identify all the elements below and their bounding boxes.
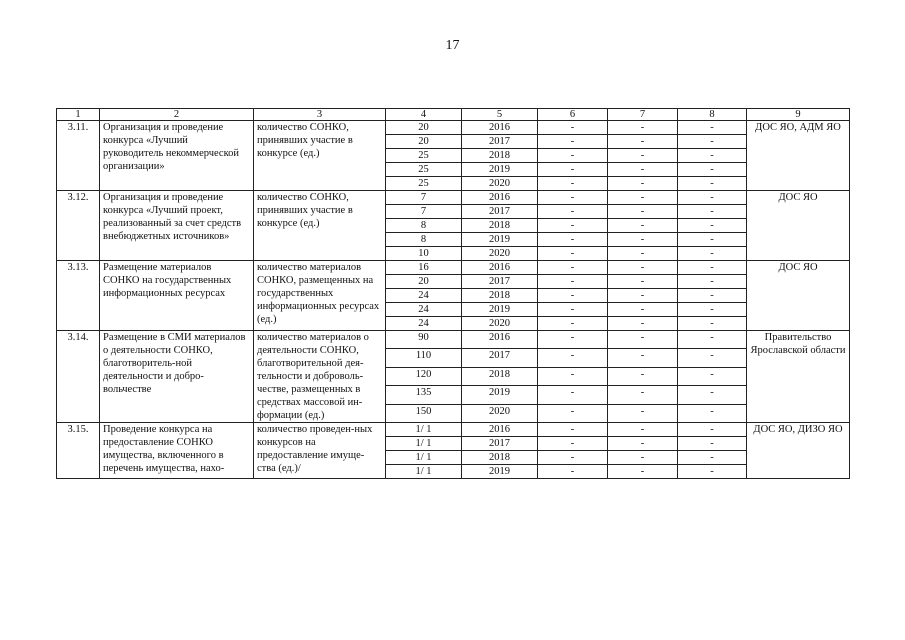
year-cell: 2018 [462,451,538,465]
column-8-cell: - [678,451,747,465]
column-6-cell: - [538,386,608,404]
column-7-cell: - [608,437,678,451]
activity-text: Проведение конкурса на предоставление СОНКО имущества, включенного в перечень имущества, нахо- [100,423,254,479]
year-cell: 2016 [462,191,538,205]
indicator-text: количество СОНКО, принявших участие в конкурсе (ед.) [254,191,386,261]
column-8-cell: - [678,331,747,349]
year-cell: 2019 [462,303,538,317]
year-cell: 2016 [462,121,538,135]
column-7-cell: - [608,247,678,261]
activity-text: Размещение в СМИ материалов о деятельности СОНКО, благотворитель-ной деятельности и добро-вольчестве [100,331,254,423]
column-8-cell: - [678,247,747,261]
column-6-cell: - [538,191,608,205]
year-cell: 2018 [462,219,538,233]
column-8-cell: - [678,465,747,479]
year-cell: 2017 [462,205,538,219]
responsible-executor: ДОС ЯО, ДИЗО ЯО [747,423,850,479]
table-row [57,191,850,205]
year-cell: 2018 [462,289,538,303]
year-cell: 2019 [462,233,538,247]
measure-number: 3.12. [57,191,100,261]
measure-number: 3.11. [57,121,100,191]
year-cell: 2018 [462,149,538,163]
column-8-cell: - [678,303,747,317]
column-7-cell: - [608,233,678,247]
column-6-cell: - [538,205,608,219]
column-6-cell: - [538,177,608,191]
column-header: 3 [254,109,386,121]
indicator-value: 7 [386,205,462,219]
column-8-cell: - [678,275,747,289]
column-8-cell: - [678,349,747,367]
column-8-cell: - [678,367,747,385]
column-8-cell: - [678,219,747,233]
column-7-cell: - [608,423,678,437]
indicator-value: 135 [386,386,462,404]
measure-number: 3.14. [57,331,100,423]
year-cell: 2017 [462,275,538,289]
column-6-cell: - [538,404,608,422]
column-7-cell: - [608,121,678,135]
column-header: 5 [462,109,538,121]
responsible-executor: ДОС ЯО [747,261,850,331]
column-7-cell: - [608,331,678,349]
indicator-value: 1/ 1 [386,437,462,451]
column-6-cell: - [538,349,608,367]
column-8-cell: - [678,404,747,422]
header-row [57,109,850,121]
table-row [57,121,850,135]
column-6-cell: - [538,149,608,163]
column-7-cell: - [608,261,678,275]
year-cell: 2020 [462,317,538,331]
column-8-cell: - [678,423,747,437]
column-6-cell: - [538,121,608,135]
year-cell: 2016 [462,423,538,437]
year-cell: 2020 [462,177,538,191]
year-cell: 2020 [462,247,538,261]
indicator-value: 24 [386,303,462,317]
column-8-cell: - [678,261,747,275]
measure-number: 3.13. [57,261,100,331]
column-6-cell: - [538,289,608,303]
year-cell: 2019 [462,163,538,177]
indicator-value: 10 [386,247,462,261]
column-6-cell: - [538,219,608,233]
column-7-cell: - [608,367,678,385]
column-7-cell: - [608,303,678,317]
page-number: 17 [445,38,460,53]
year-cell: 2016 [462,261,538,275]
column-8-cell: - [678,149,747,163]
column-6-cell: - [538,261,608,275]
column-6-cell: - [538,317,608,331]
column-6-cell: - [538,247,608,261]
year-cell: 2016 [462,331,538,349]
year-cell: 2020 [462,404,538,422]
indicator-text: количество материалов о деятельности СОНКО, благотворительной дея-тельности и доброволь-честве, размещенных в средствах массовой ин-формации (ед.) [254,331,386,423]
indicator-value: 20 [386,121,462,135]
column-7-cell: - [608,163,678,177]
indicator-value: 90 [386,331,462,349]
indicator-value: 20 [386,135,462,149]
indicator-value: 150 [386,404,462,422]
column-7-cell: - [608,386,678,404]
column-8-cell: - [678,163,747,177]
indicator-value: 7 [386,191,462,205]
measures-table [56,108,850,479]
column-6-cell: - [538,233,608,247]
column-7-cell: - [608,149,678,163]
column-8-cell: - [678,135,747,149]
column-8-cell: - [678,191,747,205]
column-7-cell: - [608,349,678,367]
column-header: 4 [386,109,462,121]
indicator-value: 25 [386,163,462,177]
indicator-text: количество проведен-ных конкурсов на предоставление имуще-ства (ед.)/ [254,423,386,479]
responsible-executor: ДОС ЯО [747,191,850,261]
indicator-value: 1/ 1 [386,465,462,479]
column-8-cell: - [678,177,747,191]
column-6-cell: - [538,275,608,289]
measure-number: 3.15. [57,423,100,479]
indicator-value: 24 [386,289,462,303]
column-7-cell: - [608,317,678,331]
indicator-value: 1/ 1 [386,423,462,437]
column-8-cell: - [678,233,747,247]
column-8-cell: - [678,437,747,451]
column-7-cell: - [608,219,678,233]
indicator-value: 110 [386,349,462,367]
column-header: 9 [747,109,850,121]
column-7-cell: - [608,404,678,422]
column-8-cell: - [678,386,747,404]
column-header: 1 [57,109,100,121]
table-row [57,423,850,437]
indicator-value: 24 [386,317,462,331]
responsible-executor: Правительство Ярославской области [747,331,850,423]
column-7-cell: - [608,465,678,479]
column-7-cell: - [608,289,678,303]
indicator-value: 25 [386,149,462,163]
activity-text: Организация и проведение конкурса «Лучший руководитель некоммерческой организации» [100,121,254,191]
column-6-cell: - [538,163,608,177]
activity-text: Размещение материалов СОНКО на государственных информационных ресурсах [100,261,254,331]
column-header: 2 [100,109,254,121]
column-6-cell: - [538,437,608,451]
column-6-cell: - [538,303,608,317]
indicator-value: 8 [386,219,462,233]
column-6-cell: - [538,423,608,437]
column-7-cell: - [608,177,678,191]
column-6-cell: - [538,331,608,349]
year-cell: 2019 [462,465,538,479]
indicator-value: 8 [386,233,462,247]
indicator-value: 25 [386,177,462,191]
year-cell: 2017 [462,349,538,367]
table-row [57,331,850,349]
year-cell: 2017 [462,135,538,149]
column-8-cell: - [678,205,747,219]
column-header: 8 [678,109,747,121]
indicator-text: количество СОНКО, принявших участие в конкурсе (ед.) [254,121,386,191]
column-8-cell: - [678,289,747,303]
year-cell: 2017 [462,437,538,451]
column-header: 7 [608,109,678,121]
activity-text: Организация и проведение конкурса «Лучший проект, реализованный за счет средств внебюджетных источников» [100,191,254,261]
year-cell: 2019 [462,386,538,404]
indicator-value: 16 [386,261,462,275]
table-row [57,261,850,275]
responsible-executor: ДОС ЯО, АДМ ЯО [747,121,850,191]
column-7-cell: - [608,135,678,149]
indicator-value: 20 [386,275,462,289]
column-8-cell: - [678,317,747,331]
column-6-cell: - [538,367,608,385]
table-body [57,121,850,479]
column-6-cell: - [538,451,608,465]
column-7-cell: - [608,275,678,289]
year-cell: 2018 [462,367,538,385]
column-6-cell: - [538,135,608,149]
column-7-cell: - [608,205,678,219]
column-7-cell: - [608,191,678,205]
column-6-cell: - [538,465,608,479]
indicator-value: 120 [386,367,462,385]
indicator-value: 1/ 1 [386,451,462,465]
column-8-cell: - [678,121,747,135]
column-7-cell: - [608,451,678,465]
indicator-text: количество материалов СОНКО, размещенных на государственных информационных ресурсах (ед.) [254,261,386,331]
column-header: 6 [538,109,608,121]
